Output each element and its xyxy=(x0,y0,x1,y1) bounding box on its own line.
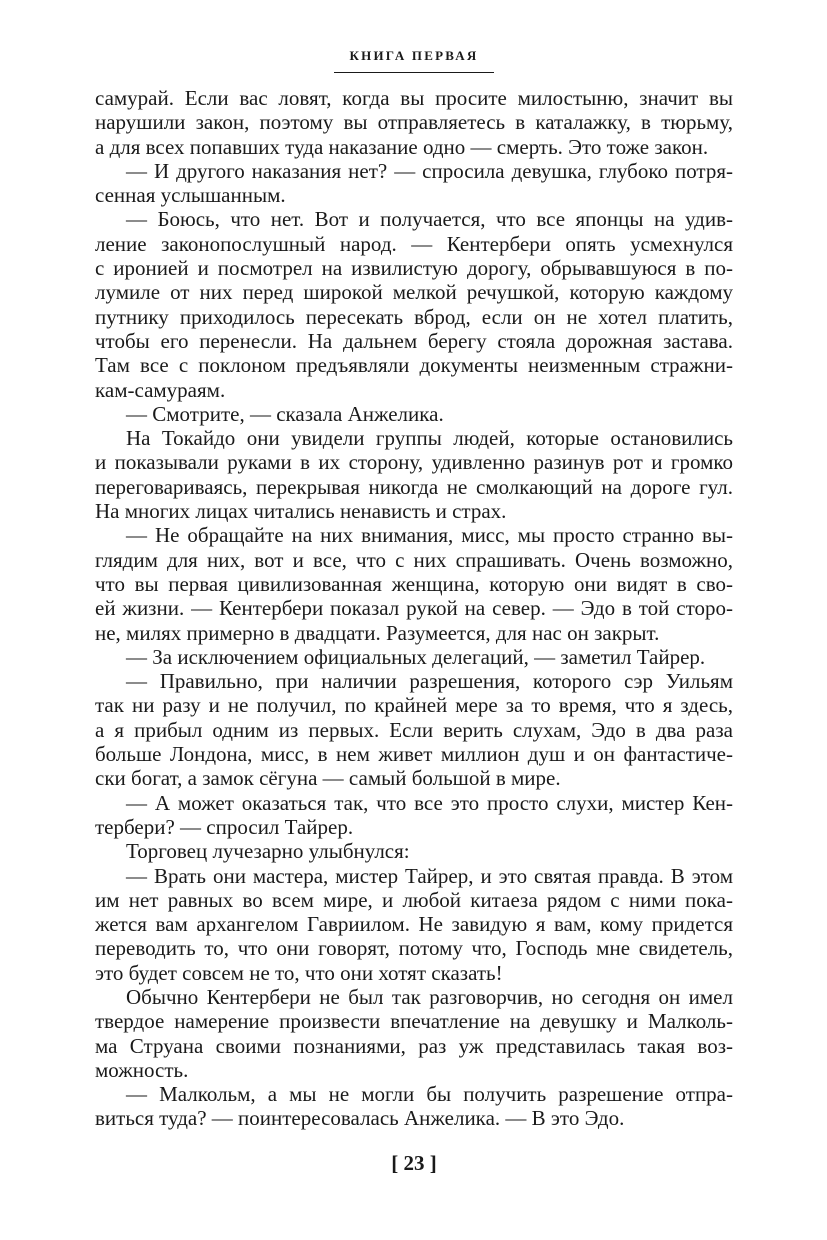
text-line: Там все с поклоном предъявляли документы неизменным стражни- xyxy=(95,353,733,378)
text-line: это будет совсем не то, что они хотят сказать! xyxy=(95,960,503,985)
text-line: так ни разу и не получил, по крайней мере за то время, что я здесь, xyxy=(95,693,733,718)
text-line: а я прибыл одним из первых. Если верить слухам, Эдо в два раза xyxy=(95,717,733,742)
text-line: — А может оказаться так, что все это просто слухи, мистер Кен- xyxy=(126,790,733,815)
page-number: [ 23 ] xyxy=(391,1151,437,1175)
text-line: самурай. Если вас ловят, когда вы просите милостыню, значит вы xyxy=(95,86,733,110)
text-line: сенная услышанным. xyxy=(95,183,286,208)
text-line: жется вам архангелом Гавриилом. Не завидую я вам, кому придется xyxy=(95,912,733,937)
text-line: тербери? — спросил Тайрер. xyxy=(95,814,354,839)
text-line: На Токайдо они увидели группы людей, которые остановились xyxy=(126,426,733,451)
text-line: больше Лондона, мисс, в нем живет миллион душ и он фантастиче- xyxy=(95,742,733,767)
text-line: — Смотрите, — сказала Анжелика. xyxy=(126,401,444,426)
text-line: — За исключением официальных делегаций, — заметил Тайрер. xyxy=(126,644,706,669)
text-line: и показывали руками в их сторону, удивленно разинув рот и громко xyxy=(95,450,733,475)
text-line: что вы первая цивилизованная женщина, которую они видят в сво- xyxy=(95,571,733,596)
running-head: КНИГА ПЕРВАЯ xyxy=(349,48,479,63)
text-line: — Не обращайте на них внимания, мисс, мы просто странно вы- xyxy=(126,523,733,548)
text-line: ски богат, а замок сёгуна — самый большой в мире. xyxy=(95,766,561,791)
text-line: а для всех попавших туда наказание одно — смерть. Это тоже закон. xyxy=(95,134,709,159)
text-line: — Боюсь, что нет. Вот и получается, что все японцы на удив- xyxy=(126,207,733,232)
text-line: ление законопослушный народ. — Кентербери опять усмехнулся xyxy=(95,231,733,256)
body-text xyxy=(95,86,733,1131)
text-line: На многих лицах читались ненависть и страх. xyxy=(95,499,507,524)
text-line: — Врать они мастера, мистер Тайрер, и это святая правда. В этом xyxy=(126,863,733,888)
text-line: не, милях примерно в двадцати. Разумеется, для нас он закрыт. xyxy=(95,620,660,645)
text-line: переводить то, что они говорят, потому что, Господь мне свидетель, xyxy=(95,936,733,961)
text-line: с иронией и посмотрел на извилистую дорогу, обрывавшуюся в по- xyxy=(95,256,733,281)
text-line: — Правильно, при наличии разрешения, которого сэр Уильям xyxy=(126,669,733,694)
text-line: переговариваясь, перекрывая никогда не смолкающий на дороге гул. xyxy=(95,474,733,499)
text-line: — И другого наказания нет? — спросила девушка, глубоко потря- xyxy=(126,158,733,183)
running-head-rule xyxy=(334,72,494,73)
text-line: — Малкольм, а мы не могли бы получить разрешение отпра- xyxy=(126,1082,733,1107)
text-line: глядим для них, вот и все, что с них спрашивать. Очень возможно, xyxy=(95,547,733,572)
text-line: лумиле от них перед широкой мелкой речушкой, которую каждому xyxy=(95,280,733,305)
text-line: кам-самураям. xyxy=(95,377,226,402)
text-line: можность. xyxy=(95,1057,189,1082)
text-line: твердое намерение произвести впечатление на девушку и Малколь- xyxy=(95,1009,733,1034)
text-line: Обычно Кентербери не был так разговорчив, но сегодня он имел xyxy=(126,984,733,1009)
text-line: ма Струана своими познаниями, раз уж представилась такая воз- xyxy=(95,1033,733,1058)
text-line: путнику приходилось пересекать вброд, если он не хотел платить, xyxy=(95,304,733,329)
text-line: Торговец лучезарно улыбнулся: xyxy=(126,839,410,864)
text-line: нарушили закон, поэтому вы отправляетесь в каталажку, в тюрьму, xyxy=(95,110,733,135)
text-line: виться туда? — поинтересовалась Анжелика. — В это Эдо. xyxy=(95,1106,625,1131)
text-line: чтобы его перенесли. На дальнем берегу стояла дорожная застава. xyxy=(95,328,733,353)
text-line: им нет равных во всем мире, и любой китаеза рядом с ними пока- xyxy=(95,887,733,912)
text-line: ей жизни. — Кентербери показал рукой на север. — Эдо в той сторо- xyxy=(95,596,733,621)
